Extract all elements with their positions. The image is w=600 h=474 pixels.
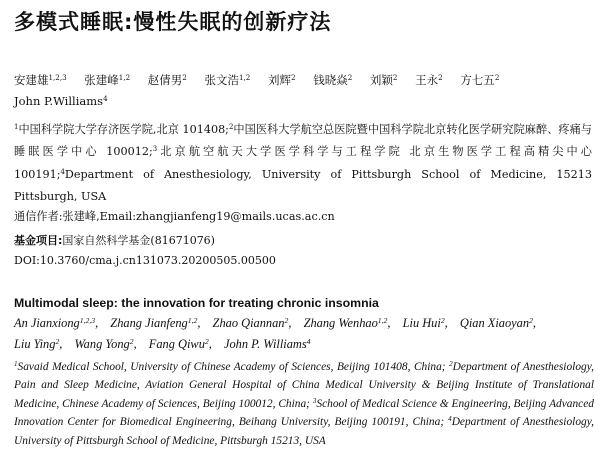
doi: DOI:10.3760/cma.j.cn131073.20200505.00500 (14, 254, 276, 267)
affiliation-text: 中国医科大学航空总医院暨中国科学院北京转化医学研究院麻醉、疼痛与睡眠医学中心 100012; (14, 123, 592, 159)
author-name: 钱晓焱 (313, 73, 348, 87)
author-name: 王永 (415, 73, 439, 87)
affiliation-text: 中国科学院大学存济医学院,北京 101408; (18, 123, 229, 136)
author-name: Qian Xiaoyan (459, 316, 530, 330)
author (415, 73, 443, 87)
author: Zhang Jianfeng$^{1,2}$, (110, 315, 201, 330)
author-affil-sup: 1,2 (118, 73, 131, 83)
funding-text: 国家自然科学基金(81671076) (62, 234, 215, 247)
author (84, 73, 130, 87)
author (14, 73, 67, 87)
author (370, 73, 398, 87)
author-affil-sup: 2 (347, 73, 353, 83)
author-name: Liu Hui (402, 316, 441, 330)
author (205, 73, 251, 87)
funding (14, 232, 592, 248)
author (14, 94, 108, 108)
author (148, 73, 187, 87)
author (460, 73, 499, 87)
author-affil-sup: 2 (129, 336, 134, 346)
affiliation-text: Department of Anesthesiology, University of Pittsburgh School of Medicine, Pittsburgh 15213, USA (14, 416, 594, 447)
author-affil-sup: 1,2,3 (79, 315, 96, 325)
author-affil-sup: 2 (494, 73, 500, 83)
author-affil-sup: 2 (440, 315, 445, 325)
author-affil-sup: 2 (392, 73, 398, 83)
author-name: 刘辉 (268, 73, 291, 87)
author-name: Liu Ying (14, 337, 56, 351)
author-name: 张文浩 (204, 73, 239, 87)
author-affil-sup: 2 (291, 73, 296, 83)
author-affil-sup: 2 (438, 73, 443, 83)
affiliation-sup: 4 (60, 167, 65, 176)
author-name: Zhang Wenhao (303, 316, 378, 330)
chinese-author-list (14, 70, 592, 112)
author-name: Fang Qiwu (148, 337, 205, 351)
author: Liu Hui$^2$, (402, 315, 448, 330)
author: Liu Ying$^2$, (14, 336, 63, 351)
author-name: 赵倩男 (147, 73, 183, 87)
english-affiliations (14, 358, 594, 450)
affiliation-sup: 3 (312, 396, 317, 405)
author (224, 337, 311, 351)
affiliation-sup: 1 (14, 123, 19, 132)
author-affil-sup: 1,2 (377, 315, 388, 325)
corresponding-author: 通信作者:张建峰,Email:zhangjianfeng19@mails.ucas.ac.cn (14, 210, 335, 223)
author (268, 73, 296, 87)
affiliation-text: Savaid Medical School, University of Chinese Academy of Sciences, Beijing 101408, China; (17, 361, 450, 373)
chinese-affiliations (14, 119, 592, 208)
author-affil-sup: 2 (529, 315, 533, 325)
affiliation-text: Department of Anesthesiology, Pain and Sleep Medicine, Aviation General Hospital of China Medical University & Beijing Institute of Translational Medicine, Chinese Academy of Sciences, Beijing 100012, China; (14, 361, 594, 410)
author-name: Wang Yong (74, 337, 130, 351)
affiliation-sup: 1 (14, 360, 18, 369)
affiliation-text: 北京航空航天大学医学科学与工程学院 北京生物医学工程高精尖中心 100191; (14, 145, 592, 181)
author: Fang Qiwu$^2$, (148, 336, 212, 351)
author-name: 张建峰 (84, 73, 119, 87)
author-affil-sup: 2 (284, 315, 289, 325)
author-affil-sup: 1,2,3 (48, 73, 67, 83)
author-affil-sup: 4 (306, 336, 311, 346)
author: Zhang Wenhao$^{1,2}$, (303, 315, 391, 330)
funding-label: 基金项目: (14, 234, 63, 247)
affiliation-sup: 2 (228, 123, 234, 132)
author-affil-sup: 2 (204, 336, 209, 346)
author: Wang Yong$^2$, (74, 336, 137, 351)
author-name: Zhang Jianfeng (110, 316, 188, 330)
affiliation-text: School of Medical Science & Engineering, Beijing Advanced Innovation Center for Biomedical Engineering, Beihang University, Beijing 100191, China; (14, 397, 594, 429)
affiliation-sup: 4 (448, 415, 452, 424)
author-name: 安建雄 (14, 73, 49, 87)
author-name: 刘颖 (369, 73, 393, 87)
author-name: Zhao Qiannan (212, 316, 285, 330)
author-affil-sup: 1,2 (187, 315, 198, 325)
author: Zhao Qiannan$^2$, (212, 315, 292, 330)
affiliation-sup: 3 (152, 145, 158, 154)
author-affil-sup: 2 (182, 73, 187, 83)
author-affil-sup: 2 (55, 336, 60, 346)
author-affil-sup: 1,2 (239, 73, 251, 83)
affiliation-text: Department of Anesthesiology, University of Pittsburgh School of Medicine, 15213 Pittsburgh, USA (14, 167, 592, 203)
author (313, 73, 352, 87)
author-affil-sup: 4 (103, 94, 108, 104)
affiliation-sup: 2 (449, 360, 453, 369)
author-name: John P. Williams (223, 337, 307, 351)
author-name: 方七五 (460, 73, 495, 87)
chinese-title: 多模式睡眠:慢性失眠的创新疗法 (14, 10, 332, 34)
author-name: John P.Williams (14, 94, 104, 108)
author: An Jianxiong$^{1,2,3}$, (14, 315, 99, 330)
english-author-list (14, 313, 594, 355)
author: Qian Xiaoyan$^2$, (459, 315, 537, 330)
english-title: Multimodal sleep: the innovation for treating chronic insomnia (14, 296, 379, 310)
author-name: An Jianxiong (14, 316, 80, 330)
